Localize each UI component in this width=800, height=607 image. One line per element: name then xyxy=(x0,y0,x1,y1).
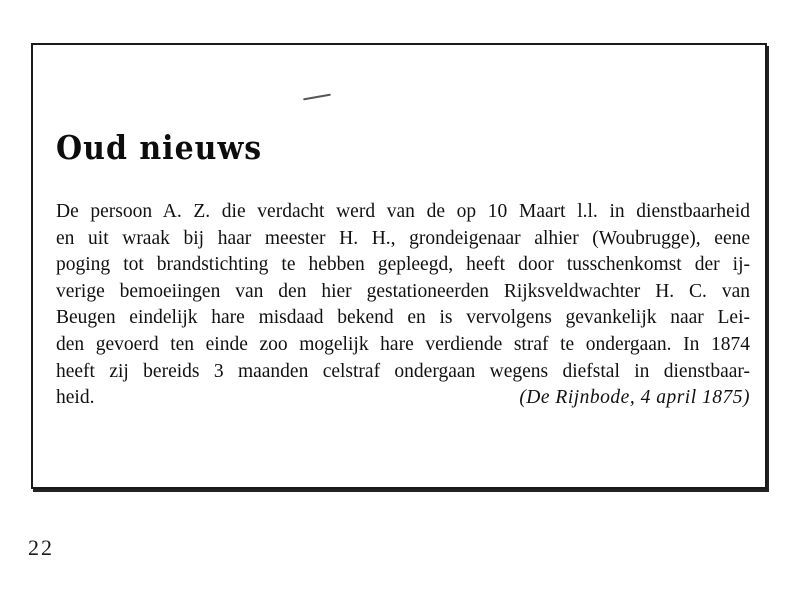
article-source: (De Rijnbode, 4 april 1875) xyxy=(519,387,750,409)
article-line: Beugen eindelijk hare misdaad bekend en is vervolgens gevankelijk naar Lei- xyxy=(56,307,750,329)
article-line: verige bemoeiingen van den hier gestationeerden Rijksveldwachter H. C. van xyxy=(56,280,750,302)
article-line: den gevoerd ten einde zoo mogelijk hare verdiende straf te ondergaan. In 1874 xyxy=(56,333,750,355)
article-body xyxy=(56,199,750,412)
article-title: Oud nieuws xyxy=(56,129,263,168)
article-line: De persoon A. Z. die verdacht werd van de op 10 Maart l.l. in dienstbaarheid xyxy=(56,201,750,222)
article-line: heid. xyxy=(56,387,95,409)
article-line: en uit wraak bij haar meester H. H., grondeigenaar alhier (Woubrugge), eene xyxy=(56,227,750,249)
article-line: poging tot brandstichting te hebben gepleegd, heeft door tusschenkomst der ij- xyxy=(56,254,750,276)
article-line: heeft zij bereids 3 maanden celstraf ondergaan wegens diefstal in dienstbaar- xyxy=(56,360,750,382)
page-number: 22 xyxy=(28,535,54,560)
article-last-line xyxy=(56,385,750,412)
